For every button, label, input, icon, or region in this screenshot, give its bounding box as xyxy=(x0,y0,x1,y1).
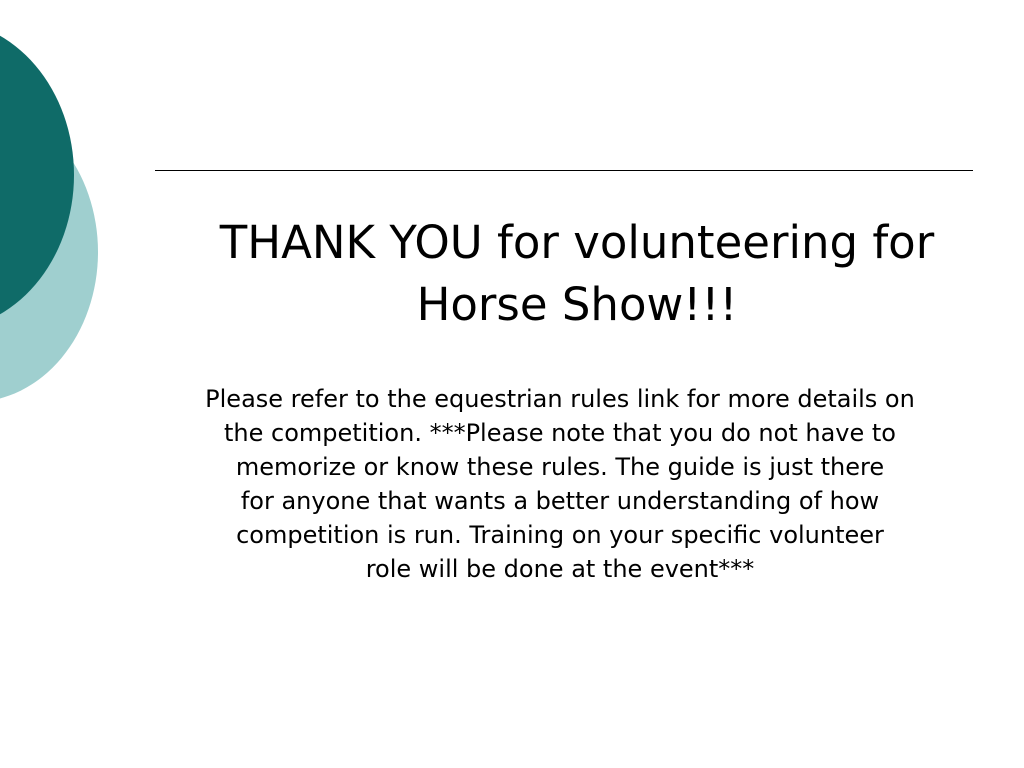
title-divider-line xyxy=(155,170,973,171)
slide-title xyxy=(130,212,1024,336)
title-line: Horse Show!!! xyxy=(416,278,738,331)
body-line: role will be done at the event*** xyxy=(365,555,755,583)
title-line: THANK YOU for volunteering for xyxy=(219,216,935,269)
body-line: Please refer to the equestrian rules link for more details on xyxy=(205,385,915,413)
slide-body-text xyxy=(125,382,995,586)
body-line: the competition. ***Please note that you do not have to xyxy=(224,419,896,447)
body-line: competition is run. Training on your specific volunteer xyxy=(236,521,884,549)
body-line: for anyone that wants a better understanding of how xyxy=(240,487,880,515)
body-line: memorize or know these rules. The guide is just there xyxy=(235,453,885,481)
